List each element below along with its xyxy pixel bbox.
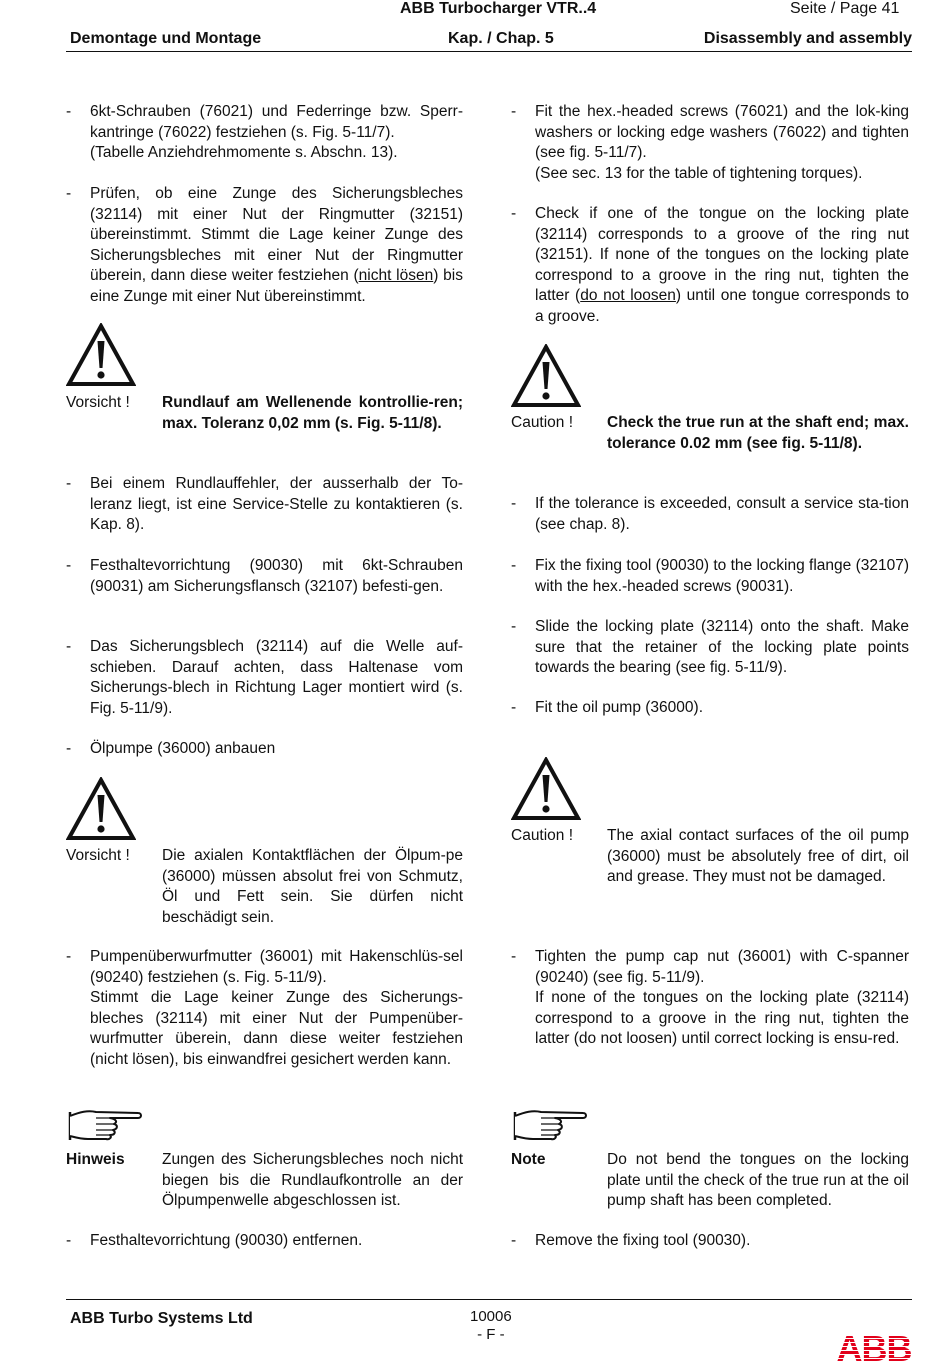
note-de: Hinweis Zungen des Sicherungsbleches noch nicht biegen bis die Rundlaufkontrolle an der Ölpumpenwelle abgeschlossen ist. [66,1151,463,1209]
caution-label: Caution ! [511,414,574,431]
section-title-en: Disassembly and assembly [703,30,912,47]
caution-label: Vorsicht ! [66,394,130,411]
caution-en-2: Caution ! The axial contact surfaces of the oil pump (36000) must be absolutely free of dirt, oil and grease. They must not be damaged. [511,827,909,885]
step-en-8: - Remove the fixing tool (90030). [511,1232,751,1249]
step-en-5: - Slide the locking plate (32114) onto the shaft. Make sure that the retainer of the locking plate points towards the bearing (see fig. 5-11/9). [511,618,909,676]
step-en-3: - If the tolerance is exceeded, consult a service sta-tion (see chap. 8). [511,495,909,533]
caution-de-2: Vorsicht ! Die axialen Kontaktflächen der Ölpum-pe (36000) müssen absolut frei von Schmutz, Öl und Fett sein. Sie dürfen nicht beschädigt sein. [66,847,463,926]
step-de-6: - Ölpumpe (36000) anbauen [66,740,276,757]
caution-label: Caution ! [511,827,574,844]
note-label: Hinweis [66,1151,125,1168]
document-title: ABB Turbocharger VTR..4 [400,0,597,17]
section-title-de: Demontage und Montage [70,30,262,47]
pointing-hand-icon [511,1106,589,1146]
warning-triangle-icon [511,757,581,821]
step-de-4: - Festhaltevorrichtung (90030) mit 6kt-Schrauben (90031) am Sicherungsflansch (32107) befesti-gen. [66,557,463,595]
note-label: Note [511,1151,546,1168]
step-en-1: - Fit the hex.-headed screws (76021) and the lok-king washers or locking edge washers (76022) and tighten (see fig. 5-11/7). (See sec. 13 for the table of tightening torques). [511,103,909,182]
company-name: ABB Turbo Systems Ltd [70,1310,253,1327]
svg-text:ABB: ABB [836,1331,912,1363]
footer-rule [66,1299,912,1300]
document-number: 10006 - F - [470,1308,512,1343]
warning-triangle-icon [511,344,581,408]
step-de-1: - 6kt-Schrauben (76021) und Federringe bzw. Sperr-kantringe (76022) festziehen (s. Fig. 5-11/7). (Tabelle Anziehdrehmomente s. Abschn. 13). [66,103,463,161]
caution-label: Vorsicht ! [66,847,130,864]
step-de-7: - Pumpenüberwurfmutter (36001) mit Hakenschlüs-sel (90240) festziehen (s. Fig. 5-11/9). Stimmt die Lage keiner Zunge des Sicherungs-bleches (32114) mit einer Nut der Pumpenüber-wurfmutter überein, dann diese weiter festziehen (nicht lösen), bis einwandfrei gesichert werden kann. [66,948,463,1068]
step-de-3: - Bei einem Rundlauffehler, der ausserhalb der To-leranz liegt, ist eine Service-Stelle zu kontaktieren (s. Kap. 8). [66,475,463,533]
step-de-2: - Prüfen, ob eine Zunge des Sicherungsbleches (32114) mit einer Nut der Ringmutter (32151) übereinstimmt. Stimmt die Lage keiner Zunge des Sicherungsbleches mit einer Nut der Ringmutter überein, dann diese weiter festziehen (nicht lösen) bis eine Zunge mit einer Nut übereinstimmt. [66,185,463,305]
abb-logo [836,1331,912,1363]
note-en: Note Do not bend the tongues on the locking plate until the check of the true run at the oil pump shaft has been completed. [511,1151,909,1209]
step-en-4: - Fix the fixing tool (90030) to the locking flange (32107) with the hex.-headed screws (90031). [511,557,909,595]
header-rule [66,51,912,52]
step-en-2: - Check if one of the tongue on the locking plate (32114) corresponds to a groove of the ring nut (32151). If none of the tongues on the locking plate correspond to a groove in the ring nut, tighten the latter (do not loosen) until one tongue corresponds to a groove. [511,205,910,325]
page-number: Seite / Page 41 [790,0,900,17]
chapter-label: Kap. / Chap. 5 [448,30,554,47]
step-de-5: - Das Sicherungsblech (32114) auf die Welle auf-schieben. Darauf achten, dass Haltenase vom Sicherungs-blech in Richtung Lager montiert wird (s. Fig. 5-11/9). [66,638,463,717]
step-en-7: - Tighten the pump cap nut (36001) with C-spanner (90240) (see fig. 5-11/9). If none of the tongues on the locking plate (32114) correspond to a groove in the ring nut, tighten the latter (do not loosen) until correct locking is ensu-red. [511,948,909,1047]
warning-triangle-icon [66,323,136,387]
step-de-8: - Festhaltevorrichtung (90030) entfernen. [66,1232,363,1249]
caution-de-1: Vorsicht ! Rundlauf am Wellenende kontrollie-ren; max. Toleranz 0,02 mm (s. Fig. 5-11/8). [66,394,463,432]
pointing-hand-icon [66,1106,144,1146]
caution-en-1: Caution ! Check the true run at the shaft end; max. tolerance 0.02 mm (see fig. 5-11/8). [511,414,909,452]
warning-triangle-icon [66,777,136,841]
step-en-6: - Fit the oil pump (36000). [511,699,704,716]
